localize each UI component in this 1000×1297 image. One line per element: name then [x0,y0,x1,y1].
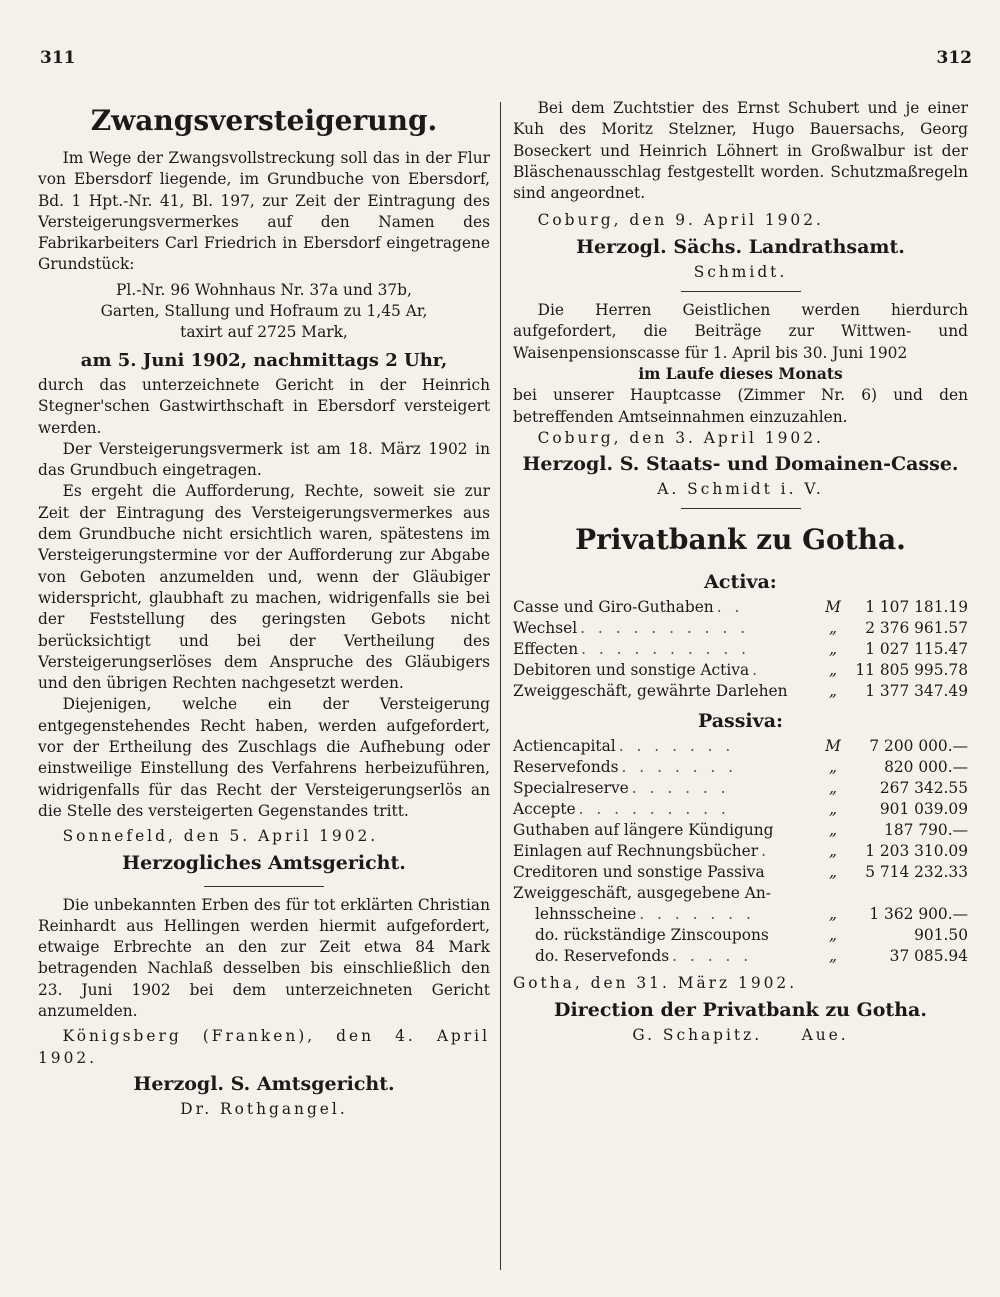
ledger-label [513,618,820,639]
ledger-row [513,799,968,820]
property-line: Garten, Stallung und Hofraum zu 1,45 Ar, [100,302,428,321]
ledger-label-text: Einlagen auf Rechnungsbücher [513,842,761,860]
right-column [513,98,968,1046]
signature-authority: Herzogl. Sächs. Landrathsamt. [576,235,905,258]
notice-title-zwangsversteigerung: Zwangsversteigerung. [90,104,438,137]
ledger-label [513,862,820,883]
ledger-amount: 37 085.94 [889,947,968,966]
ledger-amount: 267 342.55 [879,779,968,798]
ledger-row [513,841,968,862]
ledger-label-text: Effecten [513,640,581,658]
property-line: taxirt auf 2725 Mark, [180,323,348,342]
ledger-unit: „ [829,863,837,882]
ledger-leader-dots: . . [716,598,744,617]
ledger-leader-dots: . [761,842,770,861]
ledger-unit: „ [829,947,837,966]
ledger-unit: „ [829,842,837,861]
activa-heading: Activa: [704,571,777,594]
ledger-label [513,946,820,967]
ledger-label [513,736,820,757]
ledger-amount: 1 203 310.09 [865,842,968,861]
activa-table [513,597,968,702]
ledger-label-text: do. rückständige Zinscoupons [535,926,772,944]
ledger-label-text: do. Reservefonds [535,947,672,965]
bank-title: Privatbank zu Gotha. [575,523,906,557]
ledger-row [513,681,968,702]
notice-paragraph: Diejenigen, welche ein der Versteigerung entgegenstehendes Recht haben, werden aufgefordert, vor der Ertheilung des Zuschlags die Aufhebung oder einstweilige Einstellung des Verfahrens herbeizuführen, widrigenfalls für das Recht der Versteigerungserlös an die Stelle des versteigerten Gegenstandes tritt. [38,695,490,820]
ledger-amount: 187 790.— [884,821,968,840]
notice-paragraph: Die Herren Geistlichen werden hierdurch aufgefordert, die Beiträge zur Wittwen- und Waisenpensionscasse für 1. April bis 30. Juni 1902 [513,301,968,362]
ledger-unit: „ [829,821,837,840]
ledger-unit: „ [829,619,837,638]
notice-paragraph: Die unbekannten Erben des für tot erklärten Christian Reinhardt aus Hellingen werden hiermit aufgefordert, etwaige Erbrechte an den zur Zeit etwa 84 Mark betragenden Nachlaß desselben bis einschließlich den 23. Juni 1902 bei dem unterzeichneten Gericht anzumelden. [38,895,490,1020]
signature-name: Aue. [801,1025,849,1044]
ledger-label-text: Wechsel [513,619,580,637]
ledger-row [513,778,968,799]
ledger-label [513,925,820,946]
auction-date: am 5. Juni 1902, nachmittags 2 Uhr, [80,349,448,371]
signature-authority: Herzogl. S. Amtsgericht. [133,1072,395,1095]
column-divider [500,102,501,1270]
ledger-unit: „ [829,758,837,777]
ledger-label-text: Zweiggeschäft, ausgegebene An- [513,884,774,902]
place-date: Gotha, den 31. März 1902. [513,974,798,993]
separator-rule [204,886,324,887]
ledger-leader-dots: . . . . . . . . . . [580,619,750,638]
ledger-label-text: Specialreserve [513,779,632,797]
page-number-left: 311 [40,48,76,68]
ledger-amount: 1 362 900.— [869,905,968,924]
ledger-label [513,639,820,660]
ledger-amount: 5 714 232.33 [865,863,968,882]
ledger-label [513,820,820,841]
signature-authority: Herzogl. S. Staats- und Domainen-Casse. [522,453,959,476]
ledger-amount: 820 000.— [884,758,968,777]
ledger-amount: 1 377 347.49 [865,682,968,701]
signature-authority: Herzogliches Amtsgericht. [122,851,406,874]
signature-name: Dr. Rothgangel. [180,1099,348,1118]
separator-rule [681,508,801,509]
ledger-row [513,862,968,883]
ledger-amount: 7 200 000.— [869,737,968,756]
notice-paragraph: durch das unterzeichnete Gericht in der Heinrich Stegner'schen Gastwirthschaft in Ebersdorf versteigert werden. [38,375,490,437]
ledger-label-text: Debitoren und sonstige Activa [513,661,752,679]
ledger-row [513,820,968,841]
ledger-row [513,660,968,681]
ledger-leader-dots: . . . . . . . . . [578,800,730,819]
ledger-row [513,925,968,946]
ledger-leader-dots: . . . . . . . [618,737,735,756]
ledger-unit: „ [829,800,837,819]
notice-paragraph: bei unserer Hauptcasse (Zimmer Nr. 6) und den betreffenden Amtseinnahmen einzuzahlen. [513,386,968,426]
ledger-unit: M [825,598,841,617]
notice-paragraph: Es ergeht die Aufforderung, Rechte, soweit sie zur Zeit der Eintragung des Versteigerungsvermerkes aus dem Grundbuche nicht ersichtlich waren, spätestens im Versteigerungstermine vor der Aufforderung zur Abgabe von Geboten anzumelden und, wenn der Gläubiger widerspricht, glaubhaft zu machen, widrigenfalls sie bei der Feststellung des geringsten Gebots nicht berücksichtigt und bei der Vertheilung des Versteigerungserlöses dem Anspruche des Gläubigers und den übrigen Rechten nachgesetzt werden. [38,482,490,693]
ledger-label [513,799,820,820]
ledger-row [513,904,968,925]
ledger-row [513,883,968,904]
ledger-unit: „ [829,905,837,924]
ledger-amount: 11 805 995.78 [855,661,968,680]
passiva-table [513,736,968,967]
ledger-amount: 901 039.09 [879,800,968,819]
ledger-leader-dots: . . . . . . [631,779,730,798]
ledger-label [513,778,820,799]
ledger-leader-dots: . . . . . . . [621,758,738,777]
ledger-label-text: Actiencapital [513,737,619,755]
ledger-unit: „ [829,926,837,945]
ledger-unit: M [825,737,841,756]
ledger-label-text: Accepte [513,800,579,818]
page-number-right: 312 [936,48,972,68]
ledger-unit: „ [829,640,837,659]
ledger-unit: „ [829,682,837,701]
notice-paragraph: Bei dem Zuchtstier des Ernst Schubert und je einer Kuh des Moritz Stelzner, Hugo Bauersachs, Georg Boseckert und Heinrich Löhnert in Großwalbur ist der Bläschenausschlag festgestellt worden. Schutzmaßregeln sind angeordnet. [513,99,968,203]
place-date: Coburg, den 3. April 1902. [537,428,824,447]
ledger-amount: 2 376 961.57 [865,619,968,638]
ledger-label [513,660,820,681]
ledger-amount: 1 027 115.47 [865,640,968,659]
signature-name: G. Schapitz. [632,1025,763,1044]
ledger-label [513,841,820,862]
ledger-label [513,757,820,778]
ledger-label [513,904,820,925]
ledger-label-text: Zweiggeschäft, gewährte Darlehen [513,682,791,700]
ledger-row [513,597,968,618]
ledger-label-text: Reservefonds [513,758,622,776]
passiva-heading: Passiva: [697,710,784,733]
ledger-label [513,883,820,904]
ledger-label [513,597,820,618]
ledger-unit [820,883,846,904]
place-date: Königsberg (Franken), den 4. April 1902. [38,1027,490,1067]
ledger-row [513,946,968,967]
signature-name: Schmidt. [693,262,788,281]
ledger-amount [846,883,968,904]
ledger-row [513,757,968,778]
left-column [38,98,490,1120]
ledger-leader-dots: . . . . . [672,947,753,966]
ledger-label [513,681,820,702]
ledger-amount: 1 107 181.19 [865,598,968,617]
ledger-row [513,639,968,660]
property-line: Pl.-Nr. 96 Wohnhaus Nr. 37a und 37b, [116,280,412,299]
ledger-label-text: lehnsscheine [535,905,639,923]
notice-paragraph: Der Versteigerungsvermerk ist am 18. März 1902 in das Grundbuch eingetragen. [38,439,490,480]
emphasis-line: im Laufe dieses Monats [638,364,843,383]
place-date: Sonnefeld, den 5. April 1902. [62,827,379,846]
ledger-leader-dots: . . . . . . . [639,905,755,924]
signature-name: A. Schmidt i. V. [657,480,824,499]
place-date: Coburg, den 9. April 1902. [537,211,824,230]
ledger-row [513,736,968,757]
separator-rule [681,291,801,292]
notice-paragraph: Im Wege der Zwangsvollstreckung soll das in der Flur von Ebersdorf liegende, im Grundbuche von Ebersdorf, Bd. 1 Hpt.-Nr. 41, Bl. 197, zur Zeit der Eintragung des Versteigerungsvermerkes auf den Namen des Fabrikarbeiters Carl Friedrich in Ebersdorf eingetragene Grundstück: [38,149,490,274]
ledger-label-text: Casse und Giro-Guthaben [513,598,717,616]
ledger-label-text: Guthaben auf längere Kündigung [513,821,777,839]
ledger-row [513,618,968,639]
ledger-leader-dots: . [752,661,762,680]
ledger-unit: „ [829,661,837,680]
signature-names [513,1025,968,1046]
ledger-amount: 901.50 [914,926,968,945]
ledger-unit: „ [829,779,837,798]
ledger-leader-dots: . . . . . . . . . . [581,640,751,659]
ledger-label-text: Creditoren und sonstige Passiva [513,863,768,881]
signature-authority: Direction der Privatbank zu Gotha. [554,998,927,1021]
